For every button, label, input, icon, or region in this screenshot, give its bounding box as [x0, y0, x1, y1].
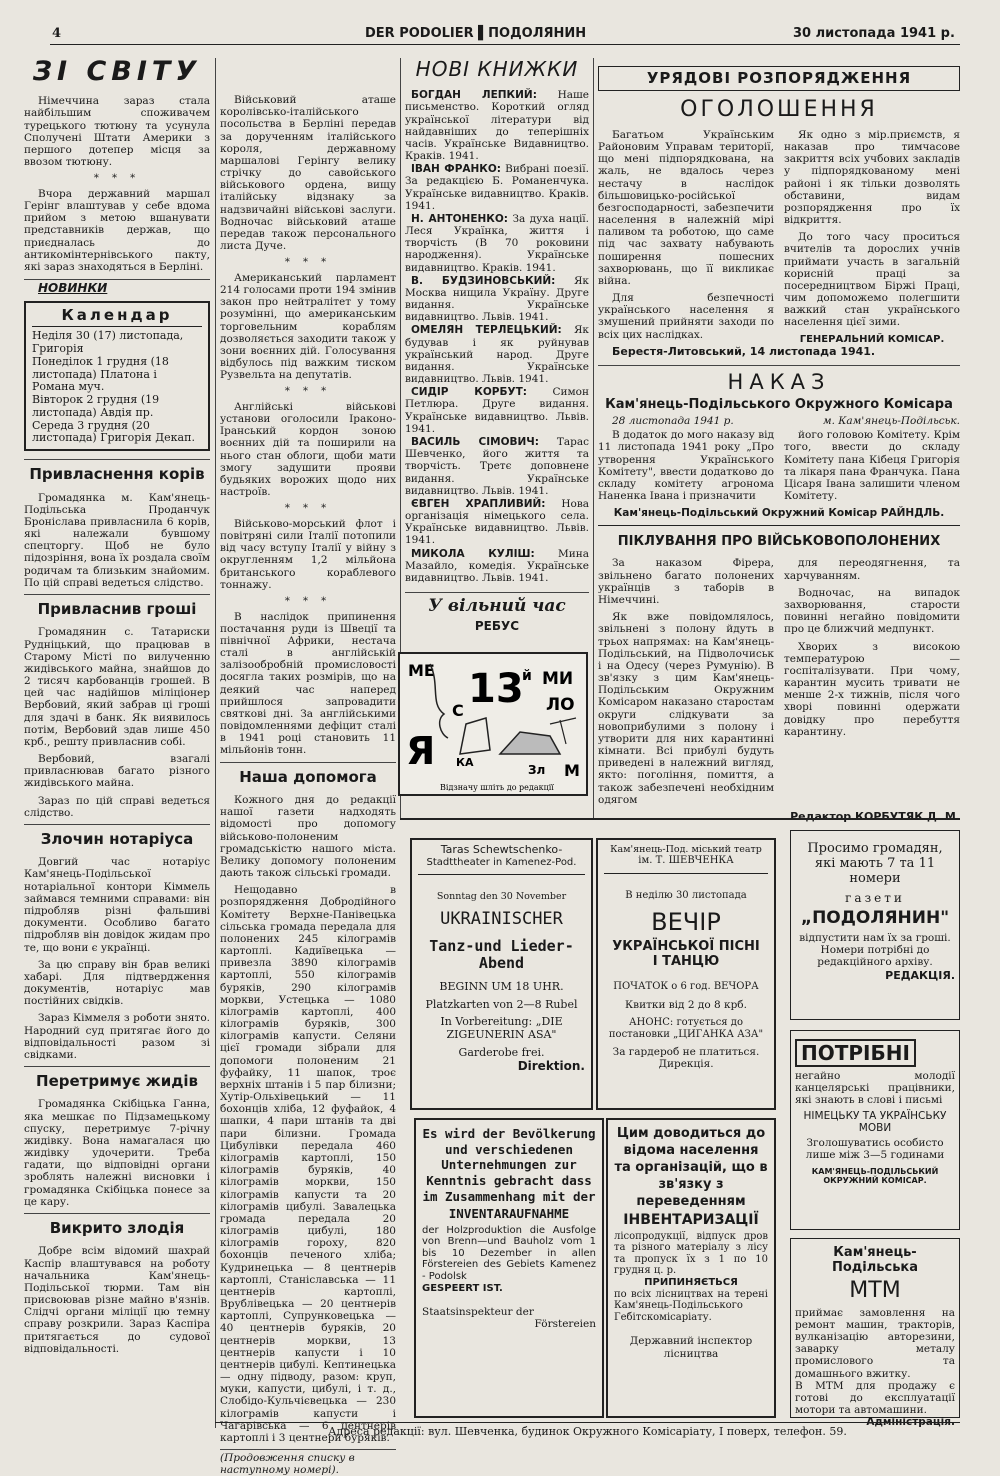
free-time-heading: У вільний час — [428, 596, 566, 617]
rebus-house-drawing — [500, 732, 560, 754]
continuation-note: (Продовження списку в наступному номері). — [220, 1449, 396, 1476]
rebus-glyph: 13 — [468, 666, 524, 712]
ad-theatre-german — [410, 838, 593, 1110]
article-text: Громадянка м. Кам'янець-Подільська Проданчук Броніслава привласнила 6 корів, які належали бувшому спецторгу. Щоб не було підозріння, вона їх роздала своїм родичам та близьким знайомим. По цій справі ведеться слідство. — [24, 491, 210, 589]
ad-line: Кам'янець-Под. міський театр — [610, 844, 762, 855]
headline: Наша допомога — [239, 767, 377, 786]
news-paragraph: Американський парламент 214 голосами проти 194 змінив закон про нейтралітет у тому розумінні, що американським торговельним кораблям дозволяється заходити також у зони воєнних дій. Голосування відбулось під важким тиском Рузвельта на депутатів. — [220, 271, 396, 382]
notice-text: До того часу проситься вчителів та дорослих учнів приймати участь в загальній корисній праці за посередництвом Біржі Праці, чим допоможемо полегшити важкий стан українського населення цієї зими. — [784, 231, 960, 329]
separator: * * * — [93, 173, 141, 185]
ad-line: Sonntag den 30 November — [436, 891, 567, 903]
ad-signature: КАМ'ЯНЕЦЬ-ПОДІЛЬСЬКИЙ ОКРУЖНИЙ КОМІСАР. — [811, 1167, 939, 1186]
news-paragraph: Вчора державний маршал Герінг влаштував у себе вдома прийом з метою вшанувати представників держав, що приєдналась до антикомінтернівського пакту, які зараз знаходяться в Берліні. — [24, 187, 210, 273]
article-text: Довгий час нотаріус Кам'янець-Подільської нотаріальної контори Кіммель займався темними справами: він підробляв різні фальшиві документи. Особливо багато підробляв він довідок жидам про те, що вони є українці. — [24, 856, 210, 954]
ad-line: ПОЧАТОК о 6 год. ВЕЧОРА — [613, 981, 759, 993]
article-text: Громадянка Скібіцька Ганна, яка мешкає по Підзамецькому спуску, перетримує 7-річну жидівку. Вона намагалася цю жидівку удочерити. Треба гадати, що відповідні органи зроблять належні висновки і громадянка Скібіцька понесе за це кару. — [24, 1098, 210, 1208]
notice-text: Для безпечності українського населення я змушений прийняти заходи по всіх цих наслідках. — [598, 292, 774, 341]
ad-signature: Förstereien — [534, 1318, 596, 1331]
headline: Перетримує жидів — [36, 1072, 198, 1091]
notice-text: Багатьом Українським Районовим Управам території, що мені підпорядкована, на жаль, не вдалось через нестачу в наслідок більшовицько-російської безгосподарності, забезпечити населення в належній мірі паливом та роботою, що саме під час захвату набувають поширення пошесних захворювань, що її викликає війна. — [598, 128, 774, 287]
book-description: За духа нації. Леся Українка, життя і творчість (В 70 роковини народження). Українське видавництво. Краків. 1941. — [405, 212, 589, 274]
book-entry — [405, 548, 589, 585]
ad-text: приймає замовлення на ремонт машин, тракторів, вулканізацію авторезини, заварку металу промислового та домашнього вжитку. — [795, 1306, 955, 1380]
rebus-glyph: МЕ — [408, 661, 435, 680]
book-author: ЄВГЕН ХРАПЛИВИЙ: — [411, 497, 546, 510]
book-description: Наше письменство. Короткий огляд української літератури від найдавніших до теперішніх часів. Українське Видавництво. Краків. 1941. — [405, 89, 589, 163]
order-city: м. Кам'янець-Подільськ. — [822, 415, 960, 428]
ad-signature: РЕДАКЦІЯ. — [885, 969, 955, 983]
rebus-glyph: й — [522, 668, 532, 684]
calendar-entry: Понеділок 1 грудня (18 листопада) Платона і Романа муч. — [32, 354, 169, 394]
book-list — [405, 89, 589, 584]
calendar-title: Календар — [32, 307, 202, 327]
book-entry — [405, 436, 589, 497]
book-entry — [405, 275, 589, 324]
calendar-entry: Середа 3 грудня (20 листопада) Григорія Декап. — [32, 418, 195, 445]
article-text: За цю справу він брав великі хабарі. Для підтвердження документів, нотаріус мав постійних свідків. — [24, 958, 210, 1008]
separator: * * * — [284, 386, 332, 398]
ad-newspaper-request — [790, 830, 960, 1020]
ad-line: Квитки від 2 до 8 крб. — [625, 998, 747, 1011]
article-text: Як вже повідомлялось, звільнені з полону йдуть в трьох напрямах: на Кам'янець-Подільський, на Підволочиськ і на Одесу (через Румунію). В зв'язку з цим Кам'янець-Подільським Окружним Комісаром наказано старостам округи слідкувати за новоприбулими з полону і утворити для них карантинні кімнати. Всі прибулі будуть приведені в належний вигляд, якто: погоління, помиття, а також забезпечені необхідним одягом — [598, 611, 774, 806]
ad-line: Просимо громадян, — [807, 841, 943, 856]
rebus-glyph: МИ — [542, 669, 574, 689]
headline: Привласнив гроші — [37, 599, 197, 618]
headline: ПІКЛУВАННЯ ПРО ВІЙСЬКОВОПОЛОНЕНИХ — [617, 534, 941, 550]
book-entry — [405, 498, 589, 547]
order-title: НАКАЗ — [727, 369, 831, 394]
ad-text: по всіх лісництвах на терені Кам'янець-Подільського Гебітскомісаріату. — [614, 1288, 768, 1323]
book-author: ОМЕЛЯН ТЕРЛЕЦЬКИЙ: — [411, 324, 562, 337]
masthead: DER PODOLIER ▌ПОДОЛЯНИН — [365, 26, 587, 41]
separator: * * * — [284, 257, 332, 269]
ad-text: ПРИПИНЯЄТЬСЯ — [644, 1277, 738, 1289]
ad-headline: ВЕЧІР — [651, 908, 721, 937]
article-text: Водночас, на випадок захворювання, старости повинні негайно повідомити про це ближчий медпункт. — [784, 586, 960, 636]
ad-inventory-german — [414, 1118, 604, 1418]
ad-signature: Адміністрація. — [866, 1416, 955, 1429]
ad-line: BEGINN UM 18 UHR. — [439, 979, 564, 993]
issue-date: 30 листопада 1941 р. — [793, 26, 955, 41]
headline: Злочин нотаріуса — [40, 829, 194, 848]
ad-headline: „ПОДОЛЯНИН" — [800, 908, 950, 929]
ad-signature: Staatsinspekteur der — [422, 1306, 534, 1319]
ad-headline: Кам'янець-Подільська — [831, 1245, 919, 1276]
signature: Кам'янець-Подільський Окружний Комісар РАЙНДЛЬ. — [613, 507, 945, 520]
section-title-orders: УРЯДОВІ РОЗПОРЯДЖЕННЯ — [598, 66, 960, 91]
separator: * * * — [284, 503, 332, 515]
news-paragraph: В наслідок припинення постачання руди із Швеції та північної Африки, нестача сталі в англійській залізообробній промисловості досягла таких розмірів, що на деякий час наперед прийшлося запровадити святкові дні. За англійськими повідомленнями дефіцит сталі в 1941 році становить 11 мільйонів тонн. — [220, 610, 396, 757]
column-books — [405, 58, 589, 634]
ad-text: В МТМ для продажу є готові до експлуатації мотори та автомашини. — [795, 1379, 955, 1417]
ad-headline: UKRAINISCHER — [440, 909, 563, 930]
news-paragraph: Німеччина зараз стала найбільшим споживачем турецького тютюну та усунула Сполучені Штати Америки з першого дотепер місця за ввозом тютюну. — [24, 95, 210, 169]
ad-text: відпустити нам їх за гроші. Номери потрібні до редакційного архіву. — [799, 931, 951, 969]
book-description: Тарас Шевченко, його життя та творчість. Третє доповнене видання. Українське видавництво. Львів. 1941. — [405, 436, 590, 497]
notice-place-date: Берестя-Литовський, 14 листопада 1941. — [612, 344, 876, 358]
ad-headline: УКРАЇНСЬКОЇ ПІСНІ — [612, 939, 760, 955]
editor-signature: Редактор КОРБУТЯК Д. М. — [790, 809, 960, 823]
column-world — [24, 56, 210, 1360]
book-description: Симон Петлюра. Друге видання. Українське видавництво. Львів. 1941. — [405, 386, 589, 435]
ad-headline: Tanz-und Lieder-Abend — [429, 937, 574, 973]
book-entry — [405, 89, 589, 162]
announcement-title: ОГОЛОШЕННЯ — [680, 97, 878, 123]
article-text: Хворих з високою температурою — госпіталізувати. При чому, карантин мусить тривати не менше 2-х тижнів, після чого хворі повинні одержати довідку про перебуття карантину. — [784, 640, 960, 738]
notice-text: Як одно з мір.приємств, я наказав про тимчасове закриття всіх учбових закладів у підпорядкованому мені районі і як тільки дозволять обставини, видам розпорядження про їх відкриття. — [784, 128, 960, 227]
book-author: БОГДАН ЛЕПКИЙ: — [411, 89, 537, 102]
ad-line: номери — [849, 871, 901, 887]
rebus-glyph: КА — [456, 756, 474, 769]
official-notices — [598, 66, 960, 824]
book-author: ІВАН ФРАНКО: — [411, 163, 502, 176]
ad-text: GESPEERT IST. — [422, 1282, 503, 1294]
ad-line: Platzkarten von 2—8 Rubel — [425, 997, 578, 1011]
article-text: За наказом Фірера, звільнено багато полонених українців з таборів в Німеччині. — [598, 557, 774, 606]
article-text: Кожного дня до редакції нашої газети надходять відомості про допомогу військово-полоненим громадськістю нашого міста. Велику допомогу полоненим дають також сільські громади. — [220, 794, 396, 880]
rebus-puzzle — [398, 652, 588, 796]
headline: Викрито злодія — [49, 1219, 185, 1237]
ad-line: Stadttheater in Kamenez-Pod. — [418, 857, 585, 876]
ad-headline: І ТАНЦЮ — [652, 954, 720, 970]
calendar-entry: Неділя 30 (17) листопада, Григорія — [32, 329, 184, 356]
book-description: Як Москва нищила Україну. Друге видання. Українське видавництво. Львів. 1941. — [405, 274, 589, 324]
rebus-well-drawing — [460, 718, 490, 754]
news-paragraph: Англійські військові установи оголосили Іраконо-Іранський кордон зоною воєнних дій та поширили на нього стан облоги, щоби мати змогу задушити прояви будьяких ворожих щодо них настроїв. — [220, 400, 396, 499]
news-subheading: НОВИНКИ — [38, 281, 108, 296]
book-description: Вибрані поезії. За редакцією Б. Романенчука. Українське видавництво. Краків. 1941. — [405, 163, 589, 212]
rebus-glyph: ЛО — [546, 695, 575, 715]
book-author: МИКОЛА КУЛІШ: — [411, 547, 535, 560]
ad-text: НІМЕЦЬКУ ТА УКРАЇНСЬКУ МОВИ — [803, 1109, 947, 1134]
rebus-label: РЕБУС — [474, 618, 520, 633]
rebus-glyph: Я — [406, 729, 436, 773]
rebus-glyph: М — [564, 761, 580, 780]
separator: * * * — [284, 595, 332, 607]
ad-text: лісопродукції, відпуск дров та різного матеріалу з лісу та пропуск їх з 1 по 10 грудня ц. р. — [614, 1230, 768, 1277]
book-description: Нова організація німецького села. Українське видавництво. Львів. 1941. — [405, 497, 589, 547]
book-author: Н. АНТОНЕНКО: — [411, 212, 508, 225]
ad-headline: ІНВЕНТАРИЗАЦІЇ — [623, 1212, 759, 1229]
calendar-box — [24, 301, 210, 451]
signature: ГЕНЕРАЛЬНИЙ КОМІСАР. — [799, 333, 945, 345]
calendar-entry: Вівторок 2 грудня (19 листопада) Авдія пр. — [32, 393, 160, 419]
article-text: Громадянин с. Татариски Рудніцький, що працював в Старому Місті по вилученню жидівського майна, знайшов до 2 тисяч карбованців грошей. В цей час надійшов міліціонер Вербовий, який забрав ці гроші для здачі в банк. Як виявилось потім, Вербовий здав лише 450 крб., решту привласнив собі. — [24, 626, 210, 748]
section-title-world: ЗІ СВІТУ — [32, 56, 202, 87]
ad-job-vacancy — [790, 1030, 960, 1230]
rebus-glyph: С — [452, 701, 464, 720]
ad-line: газети — [845, 891, 905, 906]
ad-line: АНОНС: готується до постановки „ЦИГАНКА АЗА" — [608, 1016, 764, 1040]
article-text: Нещодавно в розпорядження Добродійного Комітету Верхне-Панівецька сільська громада передала для полонених 245 кілограмів картоплі. Кадиївецька — привезла 3890 кілограмів картоплі, 550 кілограмів буряків, 290 кілограмів моркви, Устецька — 1080 кілограмів картоплі, 400 кілограмів буряків, 300 кілограмів капусти. Селяни цієї громади зібрали для допомоги полоненим 21 фуфайку, 11 шапок, троє верхніх штанів і 5 пар білизни; Хутір-Ольхівецький — 11 бохонців хліба, 12 фуфайок, 4 шапки, 4 пари штанів та дві пари білизни. Громада Цибулівки передала 460 кілограмів картоплі, 150 кілограмів буряків, 40 кілограмів моркви, 150 кілограмів капусти та 20 кілограмів цибулі. Завалецька громада передала 20 кілограмів цибулі, 180 кілограмів гороху, 820 бохонців печеного хліба; Кудринецька — 8 центнерів картоплі, Станіславська — 11 центнерів картоплі, Врублівецька — 20 центнерів картоплі, Супрунковецька — 40 центнерів буряків, 20 центнерів моркви, 13 центнерів капусти і 10 центнерів цибулі. Кептинецька — одну підводу, разом: круп, муки, капусти, цибулі, і т. д., Слобідо-Кульчієвецька — 230 кілограмів капусти і Чагарівська — 6 центнерів картоплі і 3 центнери буряків. — [220, 884, 396, 1444]
book-author: В. БУДЗИНОВСЬКИЙ: — [411, 274, 556, 287]
ad-line: Garderobe frei. — [458, 1045, 545, 1059]
order-subtitle: Кам'янець-Подільського Окружного Комісара — [605, 396, 953, 412]
ad-signature: Державний інспектор — [629, 1335, 753, 1348]
ad-line: які мають 7 та 11 — [814, 856, 936, 872]
ad-theatre-ukrainian — [596, 838, 776, 1110]
article-text: Вербовий, взагалі привласнював багато різного жидівського майна. — [24, 753, 210, 790]
book-author: СИДІР КОРБУТ: — [411, 386, 527, 399]
ad-headline: Es wird der Bevölkerung und verschiedenen Unternehmungen zur Kenntnis gebracht dass im Zusammenhang mit der — [422, 1126, 596, 1204]
ad-line: ім. Т. ШЕВЧЕНКА — [604, 855, 768, 874]
ad-inventory-ukrainian — [606, 1118, 776, 1418]
book-author: ВАСИЛЬ СІМОВИЧ: — [411, 436, 539, 448]
ad-text: Зголошуватись особисто лише між 3—5 годинами — [805, 1136, 945, 1162]
article-text: Зараз Кіммеля з роботи знято. Народний суд притягає його до відповідальності разом зі свідками. — [24, 1012, 210, 1061]
ad-line: В неділю 30 листопада — [625, 889, 747, 901]
ad-text: негайно молодії канцелярські працівники, які знають в слові і письмі — [795, 1070, 955, 1107]
ad-line: In Vorbereitung: „DIE ZIGEUNERIN ASA" — [440, 1015, 563, 1042]
ad-text: der Holzproduktion die Ausfolge von Brenn—und Bauholz vom 1 bis 10 Dezember in allen Förstereien des Gebiets Kamenez - Podolsk — [422, 1224, 596, 1282]
ad-mtm — [790, 1238, 960, 1429]
column-news — [220, 94, 396, 1476]
page-number: 4 — [52, 26, 62, 41]
order-date: 28 листопада 1941 р. — [612, 415, 734, 428]
article-text: Добре всім відомий шахрай Каспір влаштувався на роботу начальника Кам'янець-Подільської тюрми. Там він присвоював різне майно в'язнів. Слідчі органи міліції цю темну справу розкрили. Зараз Каспіра притягається до судової відповідальності. — [24, 1245, 210, 1355]
ad-line: За гардероб не платиться. — [612, 1046, 760, 1059]
headline: Привласнення корів — [29, 465, 205, 484]
order-text: В додаток до мого наказу від 11 листопада 1941 року „Про утворення Українського Комітету", ввести додатково до складу комітету агронома Наненка Івана і призначити — [598, 429, 774, 503]
book-entry — [405, 213, 589, 274]
footer-address: Адреса редакції: вул. Шевченка, будинок Окружного Комісаріату, І поверх, телефон. 59. — [328, 1425, 847, 1438]
section-title-books: НОВІ КНИЖКИ — [415, 57, 579, 81]
news-paragraph: Військовий аташе королівсько-італійського посольства в Берліні передав за дорученням італійського короля, державному маршалові Герінгу велику стрічку до савойського військового ордена, вищу італійську відзнаку за надзвичайні військові заслуги. Водночас військовий аташе передав також персонального листа Дуче. — [220, 94, 396, 253]
ad-signature: Дирекція. — [658, 1058, 714, 1071]
news-paragraph: Військово-морський флот і повітряні сили Італії потопили від часу вступу Італії у війну з округленням 1,2 мільйона британського кораблевого тоннажу. — [220, 517, 396, 591]
rebus-glyph: Зл — [528, 763, 546, 777]
book-entry — [405, 324, 589, 385]
ad-headline: ПОТРІБНІ — [795, 1039, 916, 1067]
book-description: Як будував і як руйнував український народ. Друге видання. Українське видавництво. Львів. 1941. — [405, 324, 589, 386]
ad-signature: Direktion. — [517, 1058, 585, 1073]
ad-headline: МТМ — [849, 1278, 901, 1304]
article-text: для переодягнення, та харчуванням. — [784, 557, 960, 582]
ad-headline: Цим доводиться до відома населення та організацій, що в зв'язку з переведенням — [614, 1126, 768, 1209]
book-entry — [405, 163, 589, 212]
ad-headline: INVENTARAUFNAHME — [448, 1206, 570, 1222]
book-description: Мина Мазайло, комедія. Українське видавництво. Львів. 1941. — [405, 547, 589, 584]
article-text: Зараз по цій справі ведеться слідство. — [24, 794, 210, 819]
ad-signature: лісництва — [663, 1347, 719, 1360]
rebus-note: Відзначу шліть до редакції — [440, 783, 554, 792]
order-text: його головою Комітету. Крім того, ввести до складу Комітету пана Кібеця Григорія та лікаря пана Франчука. Пана Цісаря Івана залишити членом Комітету. — [784, 429, 960, 503]
book-entry — [405, 386, 589, 435]
ad-line: Taras Schewtschenko- — [440, 843, 563, 856]
